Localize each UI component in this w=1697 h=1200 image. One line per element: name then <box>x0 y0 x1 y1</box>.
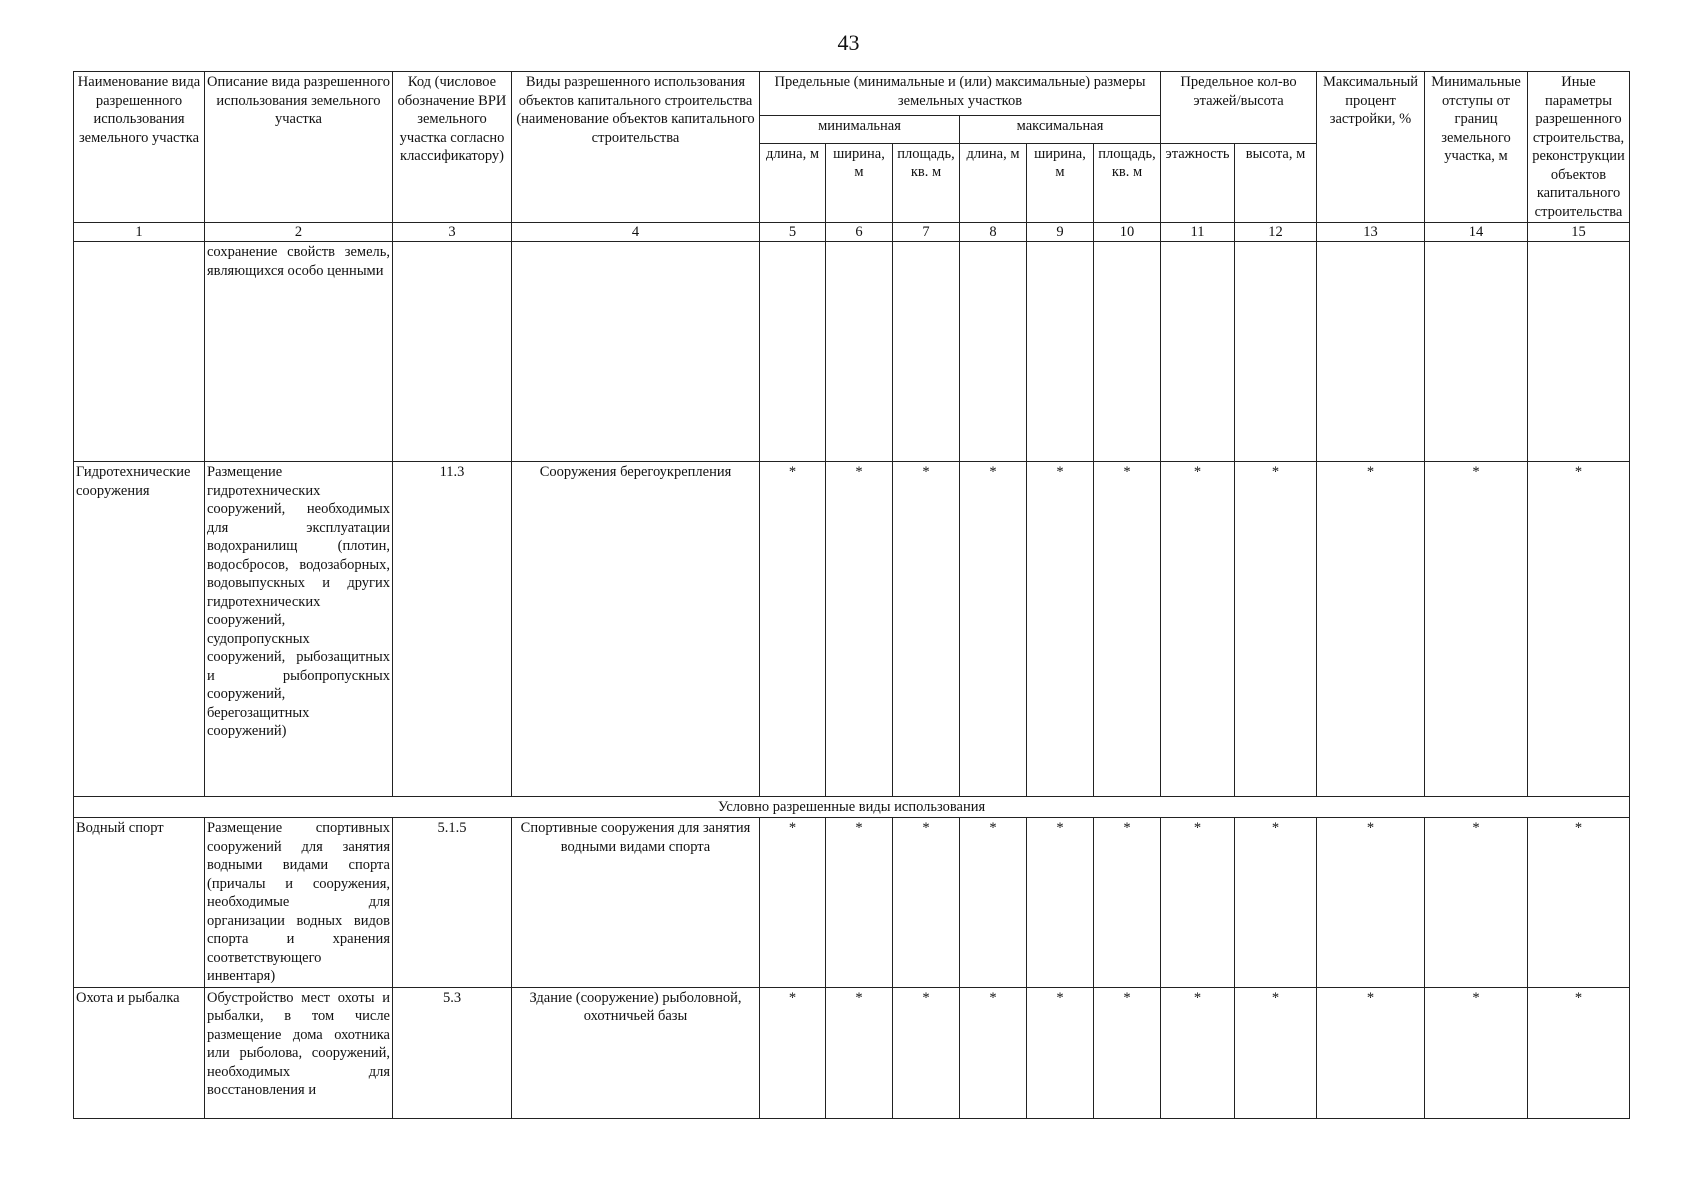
value-cell: * <box>1094 462 1161 797</box>
value-cell <box>826 242 893 462</box>
use-code-cell <box>393 242 512 462</box>
header-other-params: Иные параметры разрешенного строительства, реконструкции объектов капитального строительства <box>1528 72 1630 223</box>
header-floors: этажность <box>1161 143 1235 222</box>
header-area-min: площадь, кв. м <box>893 143 960 222</box>
header-name: Наименование вида разрешенного использования земельного участка <box>74 72 205 223</box>
column-numbers-row <box>74 223 1630 242</box>
value-cell: * <box>1528 462 1630 797</box>
table-row <box>74 987 1630 1118</box>
column-number: 4 <box>512 223 760 242</box>
column-number: 9 <box>1027 223 1094 242</box>
header-width-max: ширина, м <box>1027 143 1094 222</box>
value-cell: * <box>1094 818 1161 988</box>
objects-cell: Сооружения берегоукрепления <box>512 462 760 797</box>
value-cell: * <box>1161 818 1235 988</box>
value-cell <box>760 242 826 462</box>
header-objects: Виды разрешенного использования объектов капитального строительства (наименование объектов капитального строительства <box>512 72 760 223</box>
value-cell <box>1425 242 1528 462</box>
header-code: Код (числовое обозначение ВРИ земельного участка согласно классификатору) <box>393 72 512 223</box>
header-min-setbacks: Минимальные отступы от границ земельного участка, м <box>1425 72 1528 223</box>
column-number: 8 <box>960 223 1027 242</box>
value-cell: * <box>760 818 826 988</box>
value-cell: * <box>893 818 960 988</box>
value-cell: * <box>1235 818 1317 988</box>
value-cell: * <box>1235 987 1317 1118</box>
land-use-regulations-table <box>73 71 1630 1119</box>
column-number: 13 <box>1317 223 1425 242</box>
use-name-cell <box>74 242 205 462</box>
value-cell: * <box>1235 462 1317 797</box>
table-row <box>74 242 1630 462</box>
column-number: 5 <box>760 223 826 242</box>
column-number: 7 <box>893 223 960 242</box>
header-area-max: площадь, кв. м <box>1094 143 1161 222</box>
use-name-cell: Гидротехнические сооружения <box>74 462 205 797</box>
use-code-cell: 5.3 <box>393 987 512 1118</box>
use-description-cell: Обустройство мест охоты и рыбалки, в том числе размещение дома охотника или рыболова, сооружений, необходимых для восстановления и <box>205 987 393 1118</box>
value-cell: * <box>826 987 893 1118</box>
header-floors-height: Предельное кол-во этажей/высота <box>1161 72 1317 144</box>
column-number: 11 <box>1161 223 1235 242</box>
header-max-percent: Максимальный процент застройки, % <box>1317 72 1425 223</box>
use-code-cell: 5.1.5 <box>393 818 512 988</box>
header-minimum: минимальная <box>760 116 960 144</box>
use-code-cell: 11.3 <box>393 462 512 797</box>
value-cell: * <box>826 462 893 797</box>
section-title: Условно разрешенные виды использования <box>74 797 1630 818</box>
value-cell: * <box>1317 462 1425 797</box>
table-row <box>74 462 1630 797</box>
value-cell: * <box>960 818 1027 988</box>
value-cell: * <box>960 462 1027 797</box>
objects-cell: Спортивные сооружения для занятия водными видами спорта <box>512 818 760 988</box>
column-number: 15 <box>1528 223 1630 242</box>
value-cell <box>1528 242 1630 462</box>
section-row <box>74 797 1630 818</box>
header-width-min: ширина, м <box>826 143 893 222</box>
column-number: 6 <box>826 223 893 242</box>
value-cell <box>960 242 1027 462</box>
value-cell: * <box>826 818 893 988</box>
value-cell: * <box>1425 818 1528 988</box>
value-cell: * <box>1425 987 1528 1118</box>
header-plot-sizes: Предельные (минимальные и (или) максимальные) размеры земельных участков <box>760 72 1161 116</box>
value-cell <box>1161 242 1235 462</box>
value-cell <box>1094 242 1161 462</box>
value-cell: * <box>960 987 1027 1118</box>
value-cell: * <box>760 987 826 1118</box>
value-cell <box>1235 242 1317 462</box>
column-number: 1 <box>74 223 205 242</box>
column-number: 3 <box>393 223 512 242</box>
value-cell <box>1317 242 1425 462</box>
value-cell: * <box>1027 462 1094 797</box>
table-row <box>74 818 1630 988</box>
use-description-cell: сохранение свойств земель, являющихся особо ценными <box>205 242 393 462</box>
header-maximum: максимальная <box>960 116 1161 144</box>
header-description: Описание вида разрешенного использования земельного участка <box>205 72 393 223</box>
column-number: 2 <box>205 223 393 242</box>
value-cell: * <box>893 987 960 1118</box>
value-cell: * <box>1317 987 1425 1118</box>
use-description-cell: Размещение гидротехнических сооружений, необходимых для эксплуатации водохранилищ (плотин, водосбросов, водозаборных, водовыпускных и других гидротехнических сооружений, судопропускных сооружений, рыбозащитных и рыбопропускных сооружений, берегозащитных сооружений) <box>205 462 393 797</box>
use-name-cell: Охота и рыбалка <box>74 987 205 1118</box>
column-number: 14 <box>1425 223 1528 242</box>
use-description-cell: Размещение спортивных сооружений для занятия водными видами спорта (причалы и сооружения, необходимые для организации водных видов спорта и хранения соответствующего инвентаря) <box>205 818 393 988</box>
header-height: высота, м <box>1235 143 1317 222</box>
use-name-cell: Водный спорт <box>74 818 205 988</box>
header-length-max: длина, м <box>960 143 1027 222</box>
value-cell: * <box>893 462 960 797</box>
value-cell: * <box>1425 462 1528 797</box>
page-number: 43 <box>837 30 860 55</box>
value-cell <box>1027 242 1094 462</box>
value-cell: * <box>1161 462 1235 797</box>
objects-cell: Здание (сооружение) рыболовной, охотничьей базы <box>512 987 760 1118</box>
value-cell: * <box>1094 987 1161 1118</box>
value-cell <box>893 242 960 462</box>
value-cell: * <box>1317 818 1425 988</box>
value-cell: * <box>1528 987 1630 1118</box>
value-cell: * <box>1528 818 1630 988</box>
column-number: 10 <box>1094 223 1161 242</box>
objects-cell <box>512 242 760 462</box>
value-cell: * <box>1027 818 1094 988</box>
header-row-1 <box>74 72 1630 116</box>
value-cell: * <box>1027 987 1094 1118</box>
value-cell: * <box>1161 987 1235 1118</box>
value-cell: * <box>760 462 826 797</box>
header-length-min: длина, м <box>760 143 826 222</box>
column-number: 12 <box>1235 223 1317 242</box>
